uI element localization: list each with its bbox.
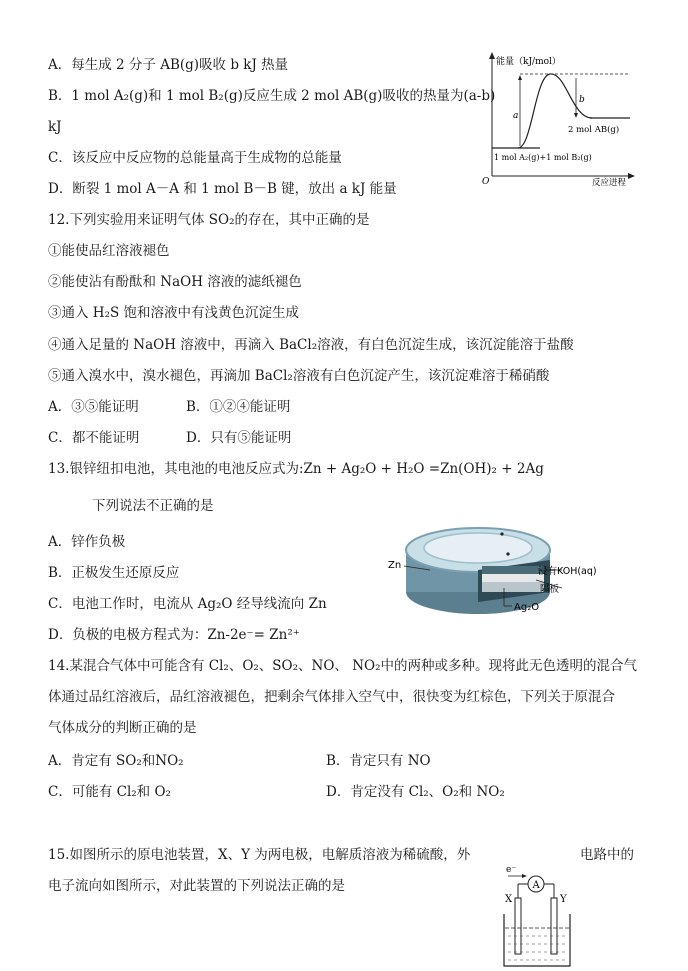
label-b: b [579, 95, 585, 105]
label-a: a [513, 111, 519, 121]
q12-statement-2: ②能使沾有酚酞和 NaOH 溶液的滤纸褪色 [48, 274, 302, 290]
zn-layer [482, 566, 544, 574]
energy-curve [518, 74, 592, 148]
electrode-x [515, 898, 521, 954]
q12-option-a: A．③⑤能证明 [48, 399, 139, 415]
q14-stem-line1: 14.某混合气体中可能含有 Cl₂、O₂、SO₂、NO、 NO₂中的两种或多种。现将此无色透明的混合气 [48, 658, 637, 674]
q13-option-a: A．锌作负极 [48, 534, 126, 550]
q13-sub-stem: 下列说法不正确的是 [92, 498, 214, 514]
marker-dot [500, 532, 503, 535]
reactant-label: 1 mol A₂(g)+1 mol B₂(g) [494, 153, 592, 162]
q11-option-b-line2: kJ [48, 119, 62, 135]
arrow-a-head-icon [518, 75, 522, 80]
electron-label: e⁻ [506, 865, 517, 875]
ammeter-label: A [532, 880, 540, 891]
q15-stem-line1-end: 电路中的 [580, 847, 634, 863]
origin-label: O [482, 177, 490, 187]
electrode-y [551, 898, 557, 954]
label-separator: 隔板 [540, 584, 560, 595]
label-koh: 浸有KOH(aq) [538, 566, 597, 577]
q14-option-c: C．可能有 Cl₂和 O₂ [48, 784, 171, 800]
y-axis-arrow-icon [489, 52, 495, 59]
q12-statement-5: ⑤通入溴水中，溴水褪色，再滴加 BaCl₂溶液有白色沉淀产生，该沉淀难溶于稀硝酸 [48, 368, 550, 384]
q14-option-b: B．肯定只有 NO [326, 753, 431, 769]
galvanic-cell-figure [496, 862, 582, 970]
q12-stem: 12.下列实验用来证明气体 SO₂的存在，其中正确的是 [48, 212, 370, 228]
arrow-b-head-icon [574, 113, 578, 118]
q12-statement-1: ①能使品红溶液褪色 [48, 243, 170, 259]
marker-dot [506, 552, 509, 555]
y-axis-label: 能量（kJ/mol） [496, 57, 561, 67]
energy-diagram [480, 48, 640, 188]
label-y: Y [560, 894, 567, 905]
beaker [504, 914, 570, 966]
button-cell-figure [386, 520, 608, 620]
q13-stem: 13.银锌纽扣电池，其电池的电池反应式为:Zn + Ag₂O + H₂O =Zn(OH)₂ + 2Ag [48, 461, 544, 477]
q14-stem-line3: 气体成分的判断正确的是 [48, 720, 197, 736]
q12-statement-4: ④通入足量的 NaOH 溶液中，再滴入 BaCl₂溶液，有白色沉淀生成，该沉淀能溶于盐酸 [48, 337, 574, 353]
q14-stem-line2: 体通过品红溶液后，品红溶液褪色，把剩余气体排入空气中，很快变为红棕色，下列关于原混合 [48, 689, 615, 705]
ag2o-layer [482, 582, 544, 592]
q11-option-a: A．每生成 2 分子 AB(g)吸收 b kJ 热量 [48, 57, 289, 73]
label-zn: Zn [388, 560, 402, 571]
q11-option-c: C．该反应中反应物的总能量高于生成物的总能量 [48, 150, 342, 166]
product-label: 2 mol AB(g) [568, 125, 620, 135]
q13-option-c: C．电池工作时，电流从 Ag₂O 经导线流向 Zn [48, 596, 327, 612]
label-x: X [505, 894, 513, 905]
cell-top-inner [424, 533, 532, 563]
q11-option-b-line1: B．1 mol A₂(g)和 1 mol B₂(g)反应生成 2 mol AB(g)吸收的热量为(a-b) [48, 88, 496, 104]
q11-option-d: D．断裂 1 mol A－A 和 1 mol B－B 键，放出 a kJ 能量 [48, 181, 397, 197]
q14-option-a: A．肯定有 SO₂和NO₂ [48, 753, 184, 769]
q15-stem-line2: 电子流向如图所示，对此装置的下列说法正确的是 [48, 878, 345, 894]
label-ag2o: Ag₂O [514, 602, 540, 613]
q14-option-d: D．肯定没有 Cl₂、O₂和 NO₂ [326, 784, 505, 800]
separator-layer [482, 574, 544, 582]
q12-option-c: C．都不能证明 [48, 430, 140, 446]
q12-option-d: D．只有⑤能证明 [186, 430, 292, 446]
x-axis-arrow-icon [628, 173, 635, 179]
q15-stem-line1-start: 15.如图所示的原电池装置，X、Y 为两电极，电解质溶液为稀硫酸，外 [48, 847, 471, 863]
q13-option-d: D．负极的电极方程式为：Zn-2e⁻= Zn²⁺ [48, 627, 300, 643]
q12-option-b: B．①②④能证明 [186, 399, 291, 415]
q13-option-b: B．正极发生还原反应 [48, 565, 180, 581]
x-axis-label: 反应进程 [592, 178, 627, 188]
q12-statement-3: ③通入 H₂S 饱和溶液中有浅黄色沉淀生成 [48, 305, 300, 321]
electron-arrow-head-icon [522, 874, 527, 878]
